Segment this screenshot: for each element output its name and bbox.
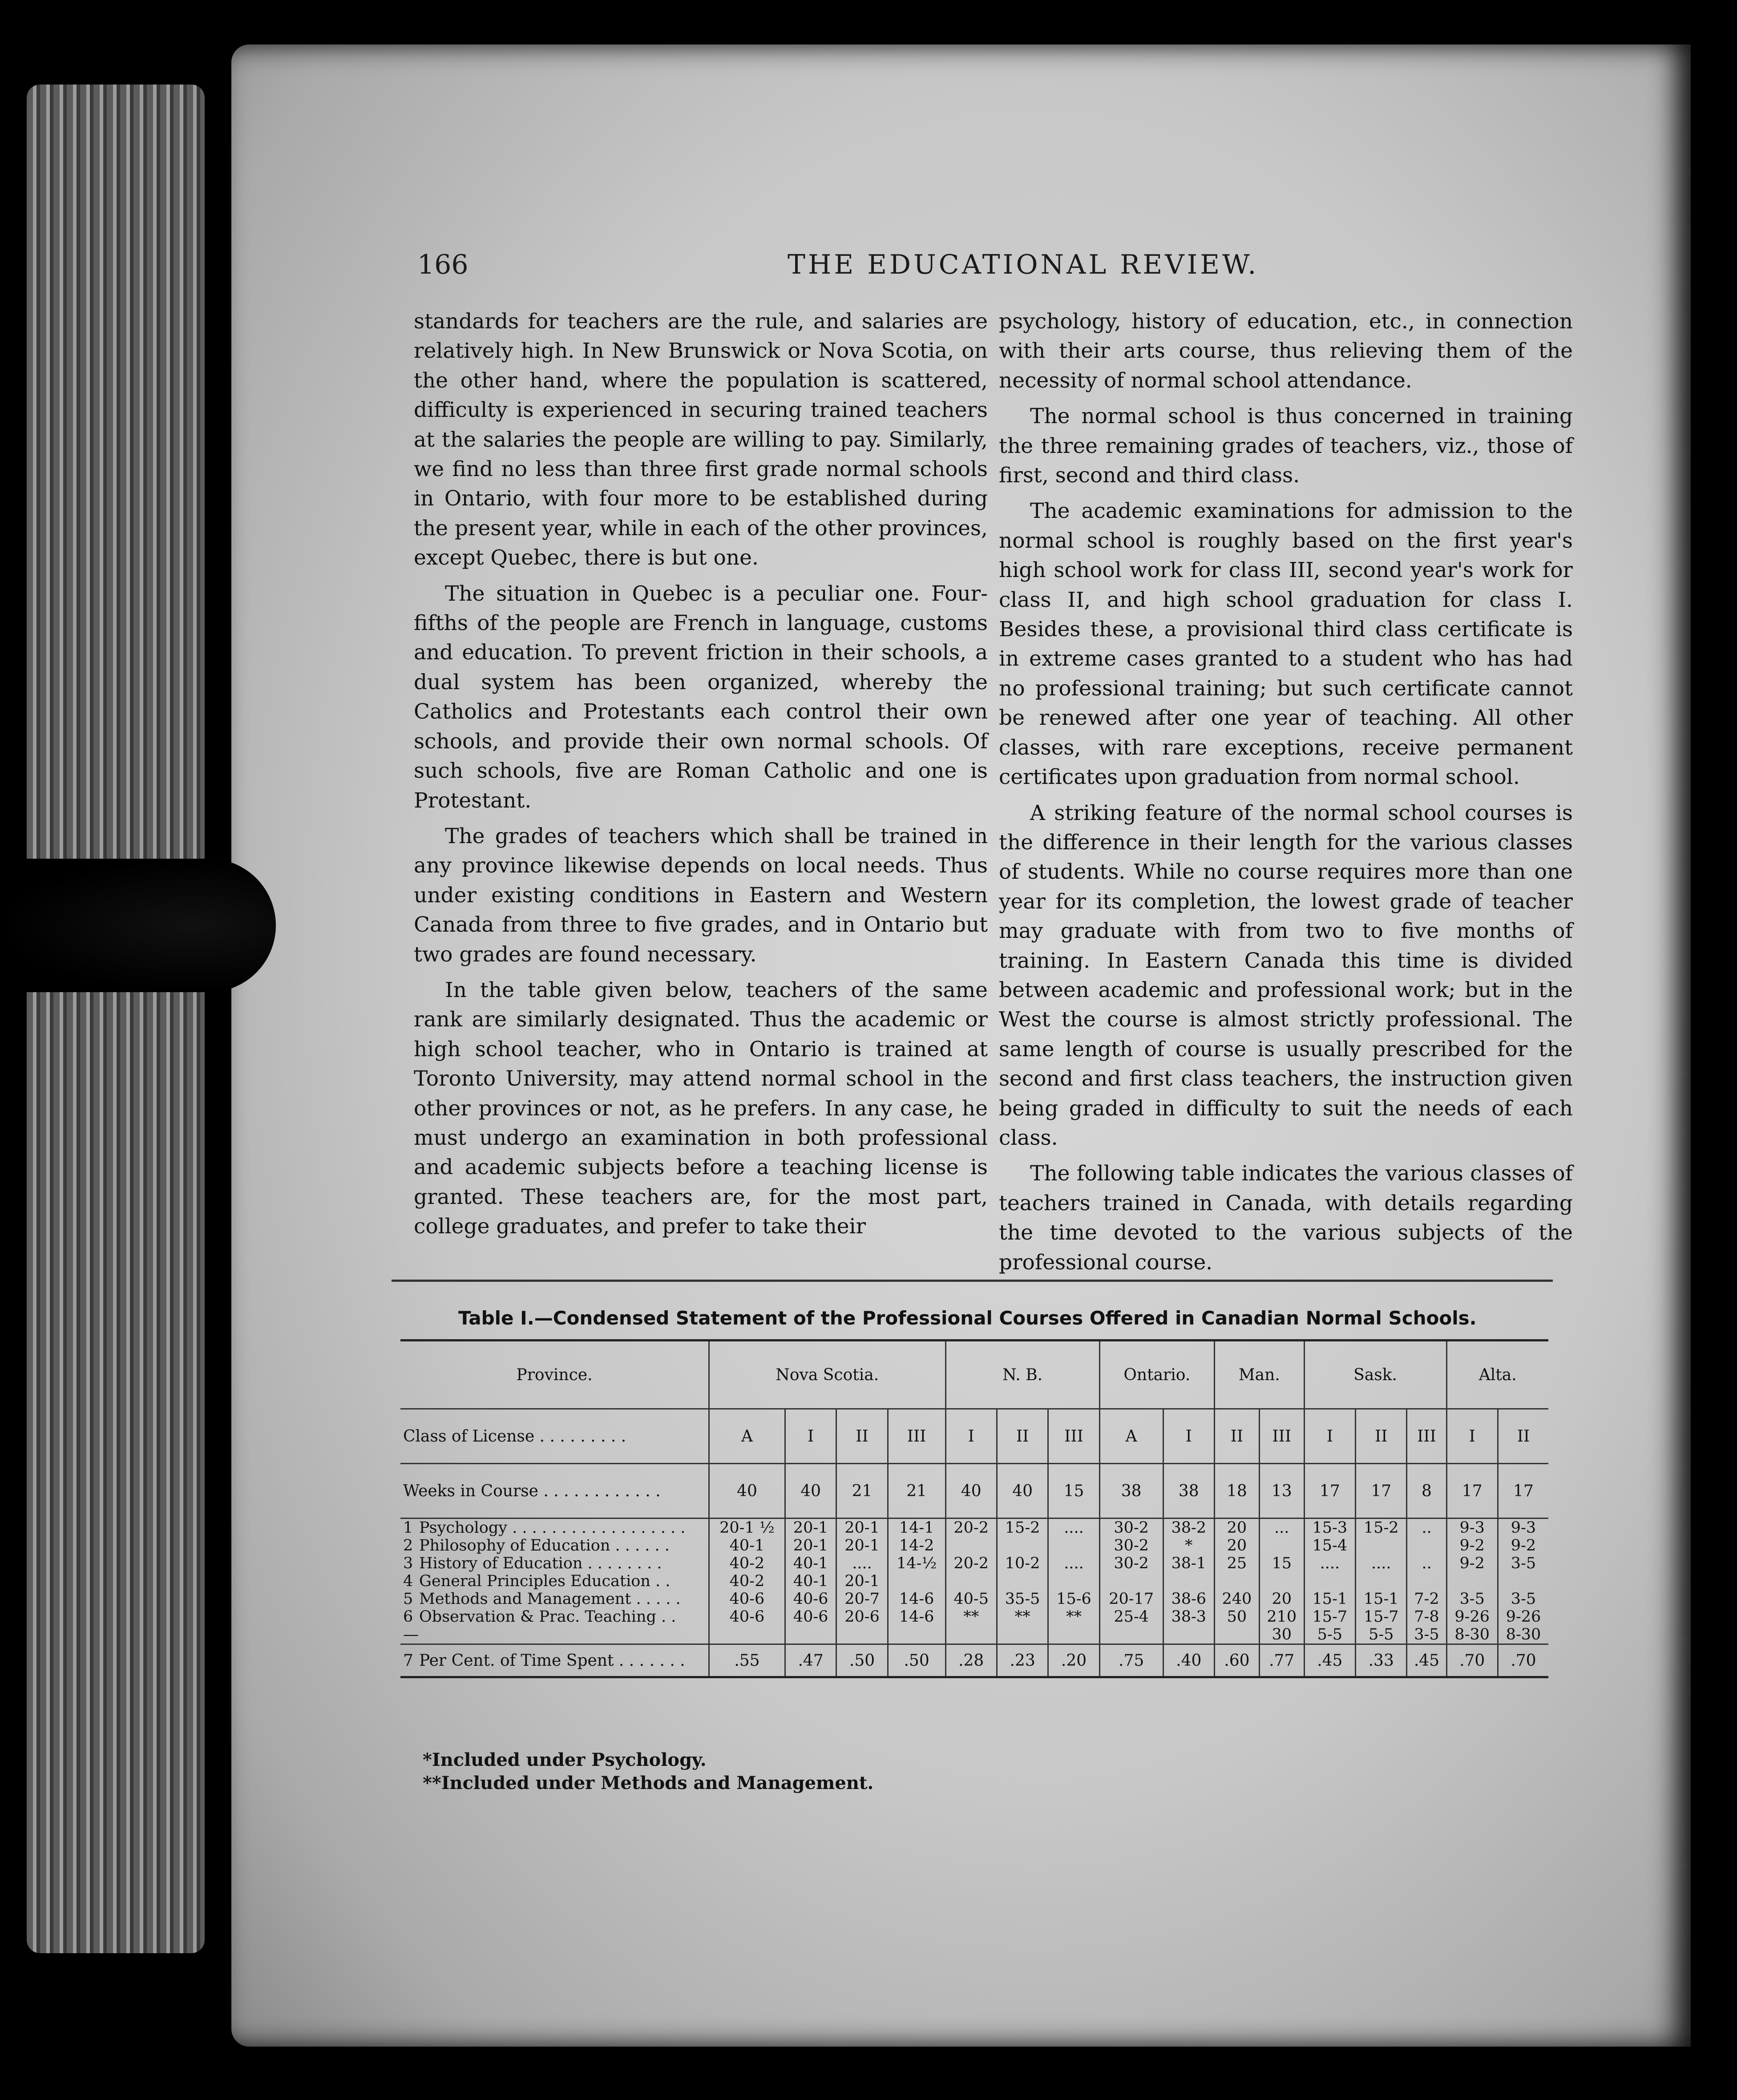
paragraph: In the table given below, teachers of the same rank are similarly designated. Thus the academic or high school teacher, who in Ontario is trained at Toronto University, may attend normal school in the other provinces or not, as he prefers. In any case, he must undergo an examination in both professional and academic subjects before a teaching license is granted. These teachers are, for the most part, college graduates, and prefer to take their: [414, 977, 988, 1239]
table-cell: ....: [836, 1555, 888, 1572]
subject-label: [400, 1572, 709, 1590]
table-cell: 20: [1214, 1518, 1259, 1537]
percent-cell: .55: [709, 1644, 785, 1676]
paragraph: The academic examinations for admission to the normal school is roughly based on the first year's high school work for class III, second year's work for class II, and high school graduation for class I. Besides these, a provisional third class certificate is in extreme cases granted to a student who has had no professional training; but such certificate cannot be renewed after one year of teaching. All other classes, with rare exceptions, receive permanent certificates upon graduation from normal school.: [999, 499, 1573, 790]
table-cell: 5-5: [1304, 1626, 1355, 1644]
table-cell: 3-5: [1407, 1626, 1446, 1644]
percent-cell: .77: [1259, 1644, 1304, 1676]
table-cell: [1356, 1572, 1407, 1590]
weeks-cell: 40: [945, 1464, 997, 1518]
table-cell: ..: [1407, 1518, 1446, 1537]
percent-cell: .45: [1304, 1644, 1355, 1676]
subject-name: Philosophy of Education . . . . . .: [419, 1537, 670, 1555]
table-cell: *: [1163, 1537, 1214, 1555]
table-cell: 40-1: [785, 1555, 836, 1572]
weeks-cell: 21: [836, 1464, 888, 1518]
table-cell: [945, 1626, 997, 1644]
table-cell: 14-6: [888, 1608, 945, 1626]
paragraph: The situation in Quebec is a peculiar one. Four-fifths of the people are French in language, customs and education. To prevent friction in their schools, a dual system has been organized, whereby the Catholics and Protestants each control their own schools, and provide their own normal schools. Of such schools, five are Roman Catholic and one is Protestant.: [414, 581, 988, 813]
subject-row: [400, 1555, 1548, 1572]
table-cell: 240: [1214, 1590, 1259, 1608]
table-cell: 38-6: [1163, 1590, 1214, 1608]
percent-cell: .20: [1048, 1644, 1099, 1676]
class-cell: I: [1163, 1409, 1214, 1464]
table-cell: 40-1: [785, 1572, 836, 1590]
table-cell: 20-6: [836, 1608, 888, 1626]
table-cell: 20-1: [785, 1537, 836, 1555]
table-cell: 20-1: [836, 1518, 888, 1537]
subject-label: [400, 1555, 709, 1572]
percent-text: Per Cent. of Time Spent . . . . . . .: [419, 1651, 685, 1670]
table-cell: [1214, 1626, 1259, 1644]
paragraph: The grades of teachers which shall be trained in any province likewise depends on local needs. Thus under existing conditions in Eastern and Western Canada from three to five grades, and in Ontario but two grades are found necessary.: [414, 824, 988, 967]
table-cell: 40-5: [945, 1590, 997, 1608]
percent-cell: .70: [1498, 1644, 1548, 1676]
table-cell: [997, 1626, 1048, 1644]
table-cell: 20-1 ½: [709, 1518, 785, 1537]
class-cell: II: [1214, 1409, 1259, 1464]
subject-number: 6: [403, 1608, 413, 1626]
table-cell: 3-5: [1498, 1590, 1548, 1608]
table-cell: 40-6: [709, 1608, 785, 1626]
class-cell: I: [1304, 1409, 1355, 1464]
table-cell: 15-2: [997, 1518, 1048, 1537]
percent-cell: .23: [997, 1644, 1048, 1676]
table-cell: ....: [1048, 1555, 1099, 1572]
table-cell: ...: [1259, 1518, 1304, 1537]
table-cell: 20-1: [836, 1572, 888, 1590]
class-cell: II: [836, 1409, 888, 1464]
province-header: Province.: [400, 1341, 709, 1409]
table-cell: 40-6: [785, 1608, 836, 1626]
subject-number: 1: [403, 1519, 413, 1537]
footnote: **Included under Methods and Management.: [423, 1773, 874, 1793]
percent-number: 7: [403, 1651, 413, 1670]
table-cell: [997, 1572, 1048, 1590]
table-cell: [1099, 1626, 1163, 1644]
table-cell: [888, 1626, 945, 1644]
table-cell: ....: [1304, 1555, 1355, 1572]
paragraph: The normal school is thus concerned in training the three remaining grades of teachers, viz., those of first, second and third class.: [999, 404, 1573, 488]
table-cell: 7-2: [1407, 1590, 1446, 1608]
weeks-cell: 17: [1356, 1464, 1407, 1518]
table-cell: [945, 1537, 997, 1555]
subject-name: History of Education . . . . . . . .: [419, 1555, 662, 1572]
table-cell: 30-2: [1099, 1555, 1163, 1572]
table-cell: 3-5: [1446, 1590, 1498, 1608]
table-cell: **: [1048, 1608, 1099, 1626]
table-cell: ....: [1356, 1555, 1407, 1572]
table-cell: 15-7: [1304, 1608, 1355, 1626]
weeks-cell: 15: [1048, 1464, 1099, 1518]
subject-row: [400, 1518, 1548, 1537]
table-cell: 35-5: [997, 1590, 1048, 1608]
table-cell: [1407, 1537, 1446, 1555]
paragraph: A striking feature of the normal school courses is the difference in their length for the various classes of students. While no course requires more than one year for its completion, the lowest grade of teacher may graduate with from two to five months of training. In Eastern Canada this time is divided between academic and professional work; but in the West the course is almost strictly professional. The same length of course is usually prescribed for the second and first class teachers, the instruction given being graded in difficulty to suit the needs of each class.: [999, 800, 1573, 1150]
province-cell: Nova Scotia.: [709, 1341, 946, 1409]
table-cell: 9-26: [1498, 1608, 1548, 1626]
class-cell: I: [1446, 1409, 1498, 1464]
table-cell: 5-5: [1356, 1626, 1407, 1644]
table-cell: **: [945, 1608, 997, 1626]
weeks-cell: 40: [785, 1464, 836, 1518]
table-cell: [1304, 1572, 1355, 1590]
weeks-cell: 21: [888, 1464, 945, 1518]
table-cell: 38-2: [1163, 1518, 1214, 1537]
class-row: [400, 1409, 1548, 1464]
footnotes: [423, 1749, 873, 1795]
percent-row: [400, 1644, 1548, 1676]
table-cell: 40-6: [785, 1590, 836, 1608]
weeks-cell: 18: [1214, 1464, 1259, 1518]
table-cell: 15-3: [1304, 1518, 1355, 1537]
table-cell: 14-1: [888, 1518, 945, 1537]
table-cell: [785, 1626, 836, 1644]
province-row: [400, 1341, 1548, 1409]
subject-row: [400, 1608, 1548, 1626]
paragraph: standards for teachers are the rule, and salaries are relatively high. In New Brunswick or Nova Scotia, on the other hand, where the population is scattered, difficulty is experienced in securing trained teachers at the salaries the people are willing to pay. Similarly, we find no less than three first grade normal schools in Ontario, with four more to be established during the present year, while in each of the other provinces, except Quebec, there is but one.: [414, 309, 988, 570]
province-cell: Alta.: [1446, 1341, 1548, 1409]
paragraph: The following table indicates the various classes of teachers trained in Canada, with details regarding the time devoted to the various subjects of the professional course.: [999, 1161, 1573, 1275]
table-cell: 40-1: [709, 1537, 785, 1555]
footnote: *Included under Psychology.: [423, 1749, 707, 1770]
table-cell: 9-3: [1498, 1518, 1548, 1537]
table-cell: 30-2: [1099, 1537, 1163, 1555]
table-cell: 25-4: [1099, 1608, 1163, 1626]
subject-name: Psychology . . . . . . . . . . . . . . . . . .: [419, 1519, 686, 1537]
class-cell: III: [888, 1409, 945, 1464]
table-cell: 15-6: [1048, 1590, 1099, 1608]
percent-cell: .33: [1356, 1644, 1407, 1676]
journal-title: THE EDUCATIONAL REVIEW.: [788, 249, 1259, 280]
province-cell: N. B.: [945, 1341, 1099, 1409]
table-cell: [945, 1572, 997, 1590]
table-cell: 8-30: [1498, 1626, 1548, 1644]
weeks-cell: 17: [1304, 1464, 1355, 1518]
subject-row: [400, 1537, 1548, 1555]
class-cell: I: [945, 1409, 997, 1464]
percent-cell: .28: [945, 1644, 997, 1676]
page-stack-edges: [27, 85, 205, 1953]
table-cell: ..: [1407, 1555, 1446, 1572]
table-cell: 14-½: [888, 1555, 945, 1572]
thumb-shadow: [0, 859, 276, 992]
table-cell: 3-5: [1498, 1555, 1548, 1572]
table-cell: 25: [1214, 1555, 1259, 1572]
page-number: 166: [417, 249, 469, 280]
table-cell: [997, 1537, 1048, 1555]
subject-number: 3: [403, 1555, 413, 1572]
table-cell: 40-2: [709, 1572, 785, 1590]
subject-number: —: [403, 1626, 419, 1644]
class-cell: II: [1498, 1409, 1548, 1464]
weeks-cell: 17: [1446, 1464, 1498, 1518]
table-cell: 20: [1259, 1590, 1304, 1608]
weeks-cell: 13: [1259, 1464, 1304, 1518]
table-cell: [1048, 1626, 1099, 1644]
table-cell: 20: [1214, 1537, 1259, 1555]
table-cell: 14-6: [888, 1590, 945, 1608]
table-cell: [836, 1626, 888, 1644]
subject-row: [400, 1590, 1548, 1608]
table-cell: 38-3: [1163, 1608, 1214, 1626]
table-cell: 15-1: [1356, 1590, 1407, 1608]
table-cell: 15-7: [1356, 1608, 1407, 1626]
table-cell: [1048, 1537, 1099, 1555]
table-cell: [1048, 1572, 1099, 1590]
class-cell: I: [785, 1409, 836, 1464]
subject-number: 5: [403, 1590, 413, 1608]
section-rule: [392, 1280, 1553, 1282]
paragraph: psychology, history of education, etc., in connection with their arts course, thus relieving them of the necessity of normal school attendance.: [999, 309, 1573, 393]
left-column: [414, 307, 988, 1242]
table-cell: [1259, 1537, 1304, 1555]
table-cell: 9-26: [1446, 1608, 1498, 1626]
subject-label: [400, 1590, 709, 1608]
table-cell: 14-2: [888, 1537, 945, 1555]
subject-name: Methods and Management . . . . .: [419, 1590, 681, 1608]
table-cell: 15-4: [1304, 1537, 1355, 1555]
percent-cell: .45: [1407, 1644, 1446, 1676]
class-cell: A: [1099, 1409, 1163, 1464]
table-cell: 30: [1259, 1626, 1304, 1644]
table-cell: 20-7: [836, 1590, 888, 1608]
class-cell: II: [997, 1409, 1048, 1464]
table-cell: [1259, 1572, 1304, 1590]
weeks-cell: 38: [1163, 1464, 1214, 1518]
table-cell: 10-2: [997, 1555, 1048, 1572]
subject-label: [400, 1537, 709, 1555]
table-cell: 9-2: [1446, 1537, 1498, 1555]
percent-cell: .75: [1099, 1644, 1163, 1676]
table-cell: 20-1: [836, 1537, 888, 1555]
table-cell: [1446, 1572, 1498, 1590]
weeks-cell: 17: [1498, 1464, 1548, 1518]
subject-label: [400, 1518, 709, 1537]
subject-number: 2: [403, 1537, 413, 1555]
table-cell: **: [997, 1608, 1048, 1626]
subject-row: [400, 1626, 1548, 1644]
table-cell: 210: [1259, 1608, 1304, 1626]
province-cell: Ontario.: [1099, 1341, 1214, 1409]
class-cell: A: [709, 1409, 785, 1464]
table-cell: 30-2: [1099, 1518, 1163, 1537]
percent-cell: .50: [888, 1644, 945, 1676]
table-cell: ....: [1048, 1518, 1099, 1537]
weeks-cell: 38: [1099, 1464, 1163, 1518]
table-cell: [709, 1626, 785, 1644]
percent-cell: .47: [785, 1644, 836, 1676]
table-cell: 40-2: [709, 1555, 785, 1572]
table-cell: 15-1: [1304, 1590, 1355, 1608]
percent-label: [400, 1644, 709, 1676]
right-column: [999, 307, 1573, 1277]
table-cell: 50: [1214, 1608, 1259, 1626]
table-cell: 15-2: [1356, 1518, 1407, 1537]
table-cell: 38-1: [1163, 1555, 1214, 1572]
table-cell: 9-2: [1446, 1555, 1498, 1572]
courses-table: [400, 1339, 1548, 1678]
table-cell: [1163, 1626, 1214, 1644]
table-cell: [1099, 1572, 1163, 1590]
table-cell: 9-2: [1498, 1537, 1548, 1555]
class-cell: III: [1048, 1409, 1099, 1464]
subject-label: [400, 1608, 709, 1626]
table-caption: Table I.—Condensed Statement of the Professional Courses Offered in Canadian Normal Schools.: [458, 1307, 1477, 1329]
table-cell: 20-17: [1099, 1590, 1163, 1608]
subject-name: Observation & Prac. Teaching . .: [419, 1608, 676, 1626]
subject-number: 4: [403, 1572, 413, 1590]
table-cell: [888, 1572, 945, 1590]
table-cell: 40-6: [709, 1590, 785, 1608]
percent-cell: .60: [1214, 1644, 1259, 1676]
table-cell: [1214, 1572, 1259, 1590]
class-cell: III: [1407, 1409, 1446, 1464]
table-cell: [1356, 1537, 1407, 1555]
weeks-cell: 40: [997, 1464, 1048, 1518]
table-cell: [1498, 1572, 1548, 1590]
percent-cell: .40: [1163, 1644, 1214, 1676]
weeks-cell: 40: [709, 1464, 785, 1518]
weeks-label: Weeks in Course . . . . . . . . . . . .: [400, 1464, 709, 1518]
table-cell: [1407, 1572, 1446, 1590]
table-cell: 20-1: [785, 1518, 836, 1537]
province-cell: Man.: [1214, 1341, 1304, 1409]
class-cell: II: [1356, 1409, 1407, 1464]
table-cell: 8-30: [1446, 1626, 1498, 1644]
percent-cell: .70: [1446, 1644, 1498, 1676]
weeks-cell: 8: [1407, 1464, 1446, 1518]
province-cell: Sask.: [1304, 1341, 1446, 1409]
table-cell: 15: [1259, 1555, 1304, 1572]
weeks-row: [400, 1464, 1548, 1518]
percent-cell: .50: [836, 1644, 888, 1676]
table-cell: 9-3: [1446, 1518, 1498, 1537]
table-cell: 7-8: [1407, 1608, 1446, 1626]
subject-name: General Principles Education . .: [419, 1572, 671, 1590]
subject-label: [400, 1626, 709, 1644]
class-cell: III: [1259, 1409, 1304, 1464]
table-cell: 20-2: [945, 1518, 997, 1537]
table-cell: 20-2: [945, 1555, 997, 1572]
class-label: Class of License . . . . . . . . .: [400, 1409, 709, 1464]
table-cell: [1163, 1572, 1214, 1590]
subject-row: [400, 1572, 1548, 1590]
